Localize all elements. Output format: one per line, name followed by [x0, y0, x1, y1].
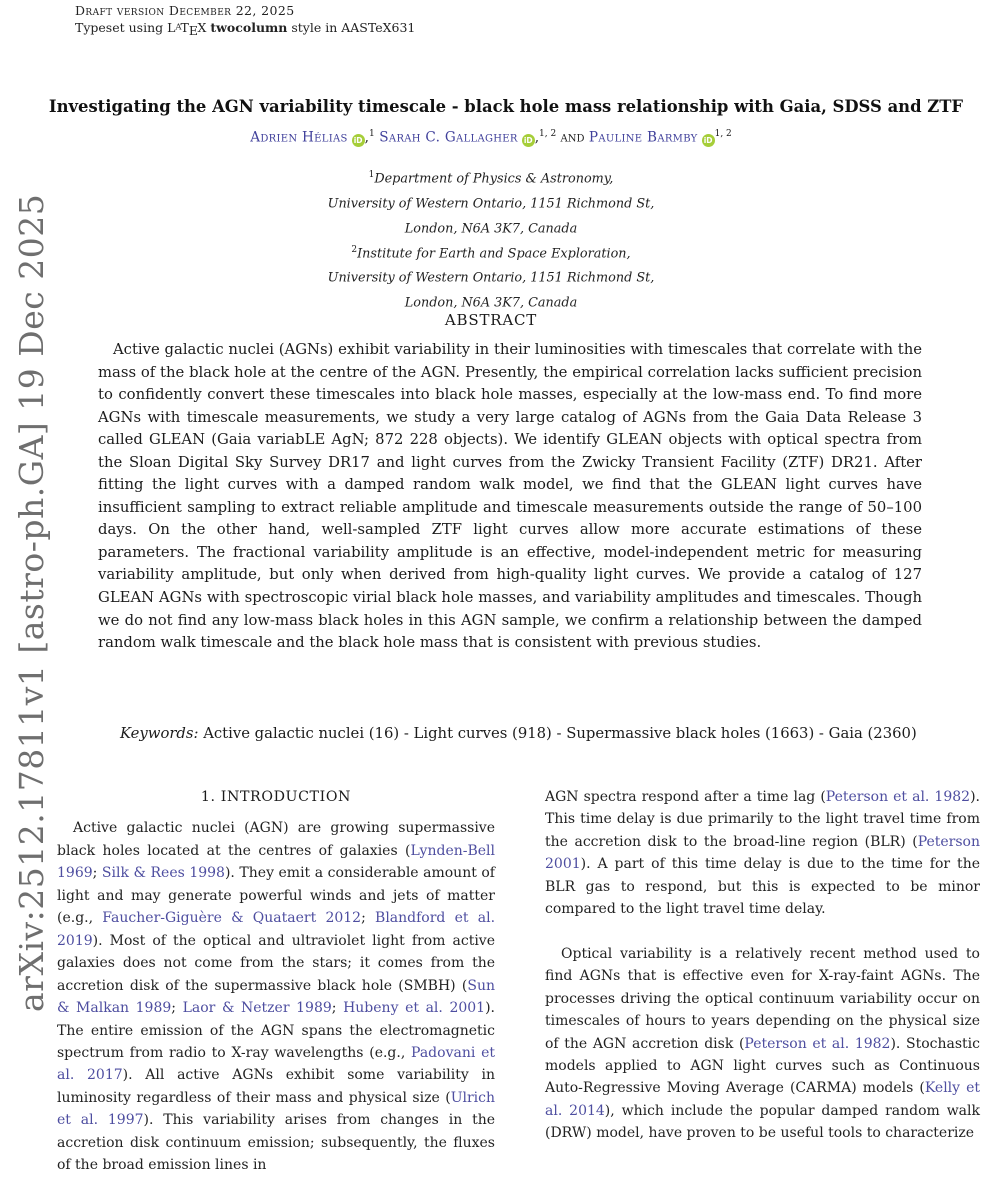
- citation-link[interactable]: Faucher-Giguère & Quataert 2012: [102, 910, 362, 927]
- text-segment: ;: [92, 865, 102, 882]
- text-segment: and: [556, 129, 589, 146]
- citation-link[interactable]: Silk & Rees 1998: [101, 865, 225, 882]
- text-segment: 1, 2: [539, 129, 557, 139]
- keywords-label: Keywords:: [120, 725, 199, 742]
- affiliation-line: [0, 190, 982, 215]
- typeset-line: [75, 19, 415, 39]
- text-segment: ;: [361, 910, 376, 927]
- affiliation-marker: 2: [351, 244, 358, 255]
- text-segment: T: [180, 20, 189, 35]
- abstract-text: Active galactic nuclei (AGNs) exhibit variability in their luminosities with timescales that correlate with the mass of the black hole at the centre of the AGN. Presently, the empirical correlation lacks sufficient precision to confidently convert these timescales into black hole masses, especially at the low-mass end. To find more AGNs with timescale measurements, we study a very large catalog of AGNs from the Gaia Data Release 3 called GLEAN (Gaia variabLE AgN; 872 228 objects). We identify GLEAN objects with optical spectra from the Sloan Digital Sky Survey DR17 and light curves from the Zwicky Transient Facility (ZTF) DR21. After fitting the light curves with a damped random walk model, we find that the GLEAN light curves have insufficient sampling to extract reliable amplitude and timescale measurements outside the range of 50–100 days. On the other hand, well-sampled ZTF light curves allow more accurate estimations of these parameters. The fractional variability amplitude is an effective, model-independent metric for measuring variability amplitude, but only when derived from high-quality light curves. We provide a catalog of 127 GLEAN AGNs with spectroscopic virial black hole masses, and variability amplitudes and timescales. Though we do not find any low-mass black holes in this AGN sample, we confirm a relationship between the damped random walk timescale and the black hole mass that is consistent with previous studies.: [98, 341, 922, 652]
- affiliations-block: [0, 165, 982, 314]
- affiliation-line: [0, 264, 982, 289]
- text-segment: ). Most of the optical and ultraviolet light from active galaxies does not come from the stars; it comes from the accretion disk of the supermassive black hole (SMBH) (: [57, 932, 495, 994]
- text-segment: Pauline Barmby: [588, 129, 698, 146]
- text-segment: Adrien Hélias: [250, 129, 348, 146]
- text-segment: Active galactic nuclei (AGN) are growing supermassive black holes located at the centres of galaxies (: [57, 820, 495, 859]
- orcid-icon[interactable]: iD: [522, 134, 535, 147]
- affiliation-text: Institute for Earth and Space Exploration,: [357, 245, 631, 261]
- section-heading-introduction: 1. INTRODUCTION: [200, 789, 352, 805]
- text-segment: ). Stochastic models applied to AGN light curves such as Continuous Auto-Regressive Moving Average (CARMA) models (: [545, 1035, 980, 1097]
- abstract-heading: ABSTRACT: [444, 311, 538, 329]
- text-segment: AGN spectra respond after a time lag (: [545, 789, 826, 805]
- citation-link[interactable]: Sun & Malkan 1989: [57, 977, 495, 1017]
- draft-header: [75, 2, 415, 39]
- text-segment: ,: [534, 129, 540, 146]
- affiliation-text: Department of Physics & Astronomy,: [374, 171, 614, 187]
- left-column: [57, 786, 495, 1177]
- intro-paragraph-2: [545, 786, 980, 921]
- orcid-icon[interactable]: iD: [702, 134, 715, 147]
- text-segment: Typeset using L: [75, 20, 176, 35]
- keywords-text: Active galactic nuclei (16) - Light curves (918) - Supermassive black holes (1663) - Gaia (2360): [203, 725, 917, 742]
- text-segment: Sarah C. Gallagher: [374, 129, 518, 146]
- citation-link[interactable]: Blandford et al. 2019: [57, 910, 496, 949]
- citation-link[interactable]: Kelly et al. 2014: [545, 1080, 980, 1119]
- text-segment: Optical variability is a relatively recent method used to find AGNs that is effective even for X-ray-faint AGNs. The processes driving the optical continuum variability occur on timescales of hours to years depending on the physical size of the AGN accretion disk (: [545, 945, 980, 1052]
- citation-link[interactable]: Padovani et al. 2017: [57, 1044, 495, 1084]
- text-segment: ). This variability arises from changes in the accretion disk continuum emission; subsequently, the fluxes of the broad emission lines in: [57, 1112, 495, 1174]
- text-segment: ). They emit a considerable amount of light and may generate powerful winds and jets of matter (e.g.,: [57, 865, 495, 927]
- affiliation-line: [0, 165, 982, 190]
- citation-link[interactable]: Peterson et al. 1982: [744, 1035, 891, 1052]
- text-segment: A: [175, 22, 181, 33]
- citation-link[interactable]: Ulrich et al. 1997: [57, 1089, 495, 1129]
- citation-link[interactable]: Hubeny et al. 2001: [343, 1000, 486, 1017]
- paper-title: Investigating the AGN variability timescale - black hole mass relationship with Gaia, SDSS and ZTF: [48, 97, 964, 116]
- text-segment: E: [188, 22, 198, 38]
- text-segment: ). All active AGNs exhibit some variability in luminosity regardless of their mass and physical size (: [57, 1067, 496, 1106]
- text-segment: style in AASTeX631: [287, 20, 416, 35]
- text-segment: X: [197, 20, 211, 35]
- text-segment: ). A part of this time delay is due to the time for the BLR gas to respond, but this is expected to be minor compared to the light travel time delay.: [545, 856, 980, 918]
- text-segment: ). The entire emission of the AGN spans the electromagnetic spectrum from radio to X-ray wavelengths (e.g.,: [57, 1000, 495, 1061]
- text-segment: 1: [368, 129, 375, 139]
- text-segment: ), which include the popular damped random walk (DRW) model, have proven to be useful tools to characterize: [545, 1102, 980, 1142]
- keywords-block: [120, 723, 982, 746]
- orcid-icon[interactable]: iD: [352, 134, 365, 147]
- affiliation-text: London, N6A 3K7, Canada: [404, 295, 578, 311]
- text-segment: twocolumn: [210, 20, 288, 35]
- citation-link[interactable]: Lynden-Bell 1969: [57, 842, 495, 882]
- text-segment: ;: [331, 1000, 344, 1017]
- author-line: [40, 129, 942, 147]
- intro-paragraph-3: [545, 943, 980, 1145]
- citation-link[interactable]: Peterson 2001: [545, 833, 980, 873]
- citation-link[interactable]: Laor & Netzer 1989: [182, 1000, 332, 1017]
- affiliation-line: [0, 240, 982, 265]
- right-column: [545, 786, 980, 1145]
- text-segment: 1, 2: [714, 129, 732, 139]
- affiliation-text: London, N6A 3K7, Canada: [404, 220, 578, 236]
- affiliation-text: University of Western Ontario, 1151 Richmond St,: [327, 270, 655, 286]
- citation-link[interactable]: Peterson et al. 1982: [825, 789, 971, 805]
- arxiv-watermark: [12, 193, 52, 1016]
- intro-paragraph-1: [57, 817, 495, 1176]
- affiliation-text: University of Western Ontario, 1151 Richmond St,: [327, 196, 655, 212]
- text-segment: ,: [364, 129, 369, 146]
- affiliation-marker: 1: [368, 170, 375, 180]
- arxiv-watermark-text: arXiv:2512.17811v1 [astro-ph.GA] 19 Dec 2025: [12, 193, 51, 1012]
- draft-version-line: Draft version December 22, 2025: [75, 3, 295, 18]
- text-segment: ). This time delay is due primarily to the light travel time from the accretion disk to the broad-line region (BLR) (: [545, 789, 980, 850]
- text-segment: ;: [171, 1000, 183, 1017]
- affiliation-line: [0, 215, 982, 240]
